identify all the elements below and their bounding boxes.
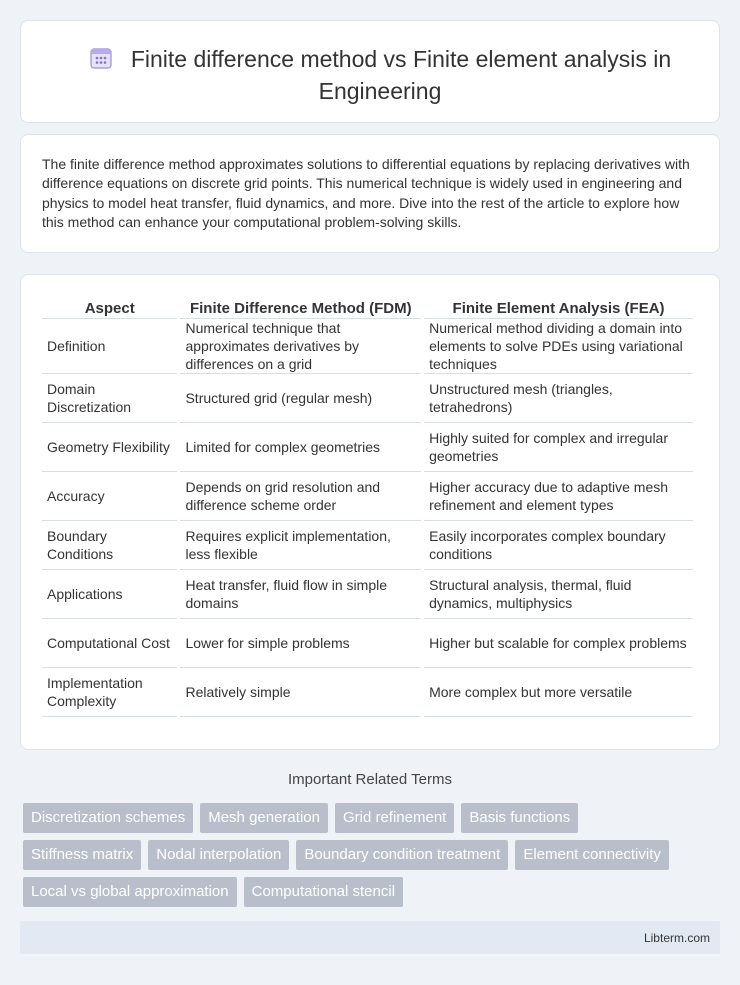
comparison-table — [39, 295, 696, 717]
table-row — [42, 521, 693, 570]
cell-fdm: Heat transfer, fluid flow in simple domains — [180, 570, 421, 619]
cell-fdm: Relatively simple — [180, 668, 421, 717]
footer-bar — [20, 921, 720, 954]
cell-fdm: Structured grid (regular mesh) — [180, 374, 421, 423]
footer-site-link[interactable]: Libterm.com — [643, 931, 710, 945]
title-card — [20, 20, 720, 123]
tag-basis-functions[interactable]: Basis functions — [461, 803, 578, 833]
cell-fea: Easily incorporates complex boundary conditions — [424, 521, 693, 570]
comparison-card — [20, 274, 720, 750]
header-aspect: Aspect — [42, 295, 177, 319]
tag-local-vs-global-approximation[interactable]: Local vs global approximation — [23, 877, 237, 907]
table-row — [42, 374, 693, 423]
header-fdm: Finite Difference Method (FDM) — [180, 295, 421, 319]
table-row — [42, 619, 693, 668]
table-row — [42, 570, 693, 619]
tag-mesh-generation[interactable]: Mesh generation — [200, 803, 328, 833]
cell-aspect: Definition — [42, 319, 177, 374]
cell-fea: More complex but more versatile — [424, 668, 693, 717]
header-fea: Finite Element Analysis (FEA) — [424, 295, 693, 319]
cell-aspect: Computational Cost — [42, 619, 177, 668]
cell-fea: Higher accuracy due to adaptive mesh refinement and element types — [424, 472, 693, 521]
cell-fea: Numerical method dividing a domain into elements to solve PDEs using variational techniques — [424, 319, 693, 374]
tag-stiffness-matrix[interactable]: Stiffness matrix — [23, 840, 141, 870]
cell-fea: Structural analysis, thermal, fluid dynamics, multiphysics — [424, 570, 693, 619]
tag-element-connectivity[interactable]: Element connectivity — [515, 840, 669, 870]
tag-discretization-schemes[interactable]: Discretization schemes — [23, 803, 193, 833]
cell-aspect: Accuracy — [42, 472, 177, 521]
cell-aspect: Implementation Complexity — [42, 668, 177, 717]
tag-boundary-condition-treatment[interactable]: Boundary condition treatment — [296, 840, 508, 870]
related-terms-heading: Important Related Terms — [288, 771, 452, 788]
cell-fdm: Lower for simple problems — [180, 619, 421, 668]
cell-fdm: Requires explicit implementation, less flexible — [180, 521, 421, 570]
tag-row — [23, 803, 723, 833]
cell-aspect: Applications — [42, 570, 177, 619]
table-row — [42, 319, 693, 374]
table-row — [42, 668, 693, 717]
tag-row — [23, 877, 723, 907]
cell-aspect: Domain Discretization — [42, 374, 177, 423]
cell-fea: Unstructured mesh (triangles, tetrahedrons) — [424, 374, 693, 423]
table-header-row — [42, 295, 693, 319]
table-row — [42, 423, 693, 472]
intro-card — [20, 134, 720, 253]
calendar-grid-icon — [89, 46, 113, 77]
tag-computational-stencil[interactable]: Computational stencil — [244, 877, 403, 907]
tag-grid-refinement[interactable]: Grid refinement — [335, 803, 454, 833]
title-text: Finite difference method vs Finite element analysis in Engineering — [130, 46, 672, 104]
cell-fdm: Numerical technique that approximates derivatives by differences on a grid — [180, 319, 421, 374]
related-terms-list — [23, 803, 723, 914]
cell-fea: Highly suited for complex and irregular geometries — [424, 423, 693, 472]
cell-fea: Higher but scalable for complex problems — [424, 619, 693, 668]
tag-row — [23, 840, 723, 870]
cell-fdm: Limited for complex geometries — [180, 423, 421, 472]
cell-fdm: Depends on grid resolution and difference scheme order — [180, 472, 421, 521]
cell-aspect: Geometry Flexibility — [42, 423, 177, 472]
cell-aspect: Boundary Conditions — [42, 521, 177, 570]
tag-nodal-interpolation[interactable]: Nodal interpolation — [148, 840, 289, 870]
page-title — [61, 45, 699, 106]
table-row — [42, 472, 693, 521]
intro-paragraph: The finite difference method approximates solutions to differential equations by replacing derivatives with difference equations on discrete grid points. This numerical technique is widely used in engineering and physics to model heat transfer, fluid dynamics, and more. Dive into the rest of the article to explore how this method can enhance your computational problem-solving skills. — [42, 156, 690, 230]
